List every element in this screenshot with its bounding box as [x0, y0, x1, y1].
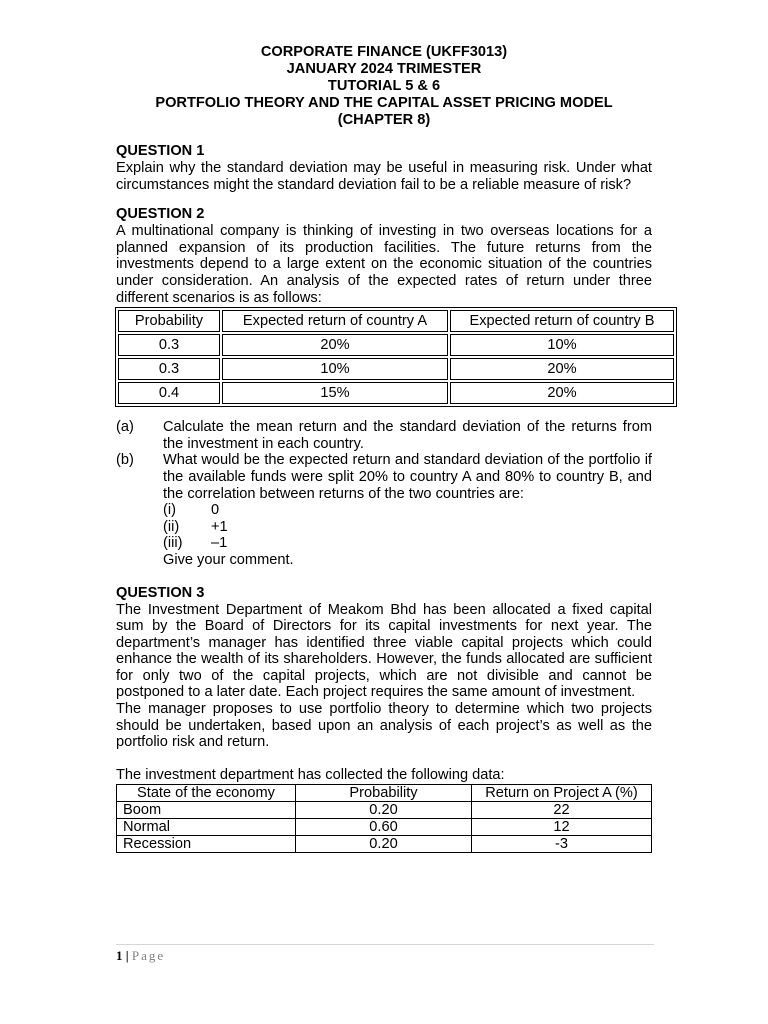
- subpart-value: –1: [211, 535, 228, 552]
- table-cell: 20%: [450, 358, 674, 380]
- table-row: [118, 382, 674, 404]
- country-returns-table: [115, 307, 677, 407]
- table-cell: 0.3: [118, 334, 220, 356]
- question-1-text: Explain why the standard deviation may be useful in measuring risk. Under what circumstances might the standard deviation fail to be a reliable measure of risk?: [116, 160, 652, 193]
- table-row: [117, 819, 652, 836]
- question-3-text-2: The manager proposes to use portfolio theory to determine which two projects should be undertaken, based upon an analysis of each project’s as well as the portfolio risk and return.: [116, 701, 652, 751]
- part-text: Calculate the mean return and the standard deviation of the returns from the investment in each country.: [163, 419, 652, 452]
- subpart-label: (i): [163, 502, 176, 519]
- table-cell: 20%: [222, 334, 448, 356]
- project-a-table: [116, 784, 652, 853]
- question-3-heading: QUESTION 3: [116, 584, 205, 601]
- table-cell: 0.3: [118, 358, 220, 380]
- table-header-row: [117, 785, 652, 802]
- subpart-label: (ii): [163, 518, 180, 535]
- table-cell: Normal: [117, 819, 296, 836]
- table-cell: Boom: [117, 802, 296, 819]
- question-2-heading: QUESTION 2: [116, 206, 205, 223]
- question-2b: [116, 452, 652, 502]
- part-label: (b): [116, 452, 134, 469]
- header-cell: Probability: [118, 310, 220, 332]
- chapter-title: (CHAPTER 8): [337, 112, 431, 128]
- table-cell: 0.20: [296, 836, 472, 853]
- document-header: [116, 44, 652, 129]
- question-2-comment: Give your comment.: [163, 551, 294, 568]
- trimester-title: JANUARY 2024 TRIMESTER: [286, 61, 482, 77]
- course-title: CORPORATE FINANCE (UKFF3013): [260, 44, 508, 60]
- table-cell: 22: [472, 802, 652, 819]
- subpart-label: (iii): [163, 535, 183, 552]
- part-label: (a): [116, 419, 134, 436]
- header-cell: Probability: [296, 785, 472, 802]
- table-row: [117, 836, 652, 853]
- footer-separator: |: [122, 948, 132, 963]
- question-1-heading: QUESTION 1: [116, 143, 205, 159]
- table-cell: 20%: [450, 382, 674, 404]
- table-cell: 0.20: [296, 802, 472, 819]
- footer-divider: [116, 944, 654, 945]
- table-row: [118, 334, 674, 356]
- table-row: [117, 802, 652, 819]
- page-number: 1: [116, 948, 123, 963]
- page-footer: [116, 948, 165, 964]
- table-cell: 0.60: [296, 819, 472, 836]
- table-cell: 15%: [222, 382, 448, 404]
- page-word: Page: [131, 948, 166, 963]
- subpart-value: 0: [211, 502, 220, 519]
- table-cell: Recession: [117, 836, 296, 853]
- subpart-i: [163, 502, 652, 519]
- subpart-iii: [163, 535, 652, 552]
- header-cell: Expected return of country B: [450, 310, 674, 332]
- table-cell: 12: [472, 819, 652, 836]
- table-cell: 10%: [450, 334, 674, 356]
- table-header-row: [118, 310, 674, 332]
- question-3-intro: The investment department has collected the following data:: [116, 766, 505, 783]
- part-text: What would be the expected return and standard deviation of the portfolio if the available funds were split 20% to country A and 80% to country B, and the correlation between returns of the two countries are:: [163, 452, 652, 502]
- header-cell: State of the economy: [117, 785, 296, 802]
- subpart-value: +1: [211, 518, 228, 535]
- question-2-text: A multinational company is thinking of investing in two overseas locations for a planned expansion of its production facilities. The future returns from the investments depend to a large extent on the economic situation of the countries under consideration. An analysis of the expected rates of return under three different scenarios is as follows:: [116, 223, 652, 306]
- subpart-ii: [163, 519, 652, 536]
- table-row: [118, 358, 674, 380]
- question-2a: [116, 419, 652, 452]
- table-cell: 10%: [222, 358, 448, 380]
- question-3-text-1: The Investment Department of Meakom Bhd has been allocated a fixed capital sum by the Board of Directors for its capital investments for next year. The department’s manager has identified three viable capital projects which could enhance the wealth of its shareholders. However, the funds allocated are sufficient for only two of the capital projects, which are not divisible and cannot be postponed to a later date. Each project requires the same amount of investment.: [116, 601, 652, 701]
- header-cell: Expected return of country A: [222, 310, 448, 332]
- table-cell: 0.4: [118, 382, 220, 404]
- document-page: [116, 44, 655, 853]
- table-cell: -3: [472, 836, 652, 853]
- tutorial-title: TUTORIAL 5 & 6: [327, 78, 441, 94]
- header-cell: Return on Project A (%): [472, 785, 652, 802]
- topic-title: PORTFOLIO THEORY AND THE CAPITAL ASSET PRICING MODEL: [155, 95, 613, 111]
